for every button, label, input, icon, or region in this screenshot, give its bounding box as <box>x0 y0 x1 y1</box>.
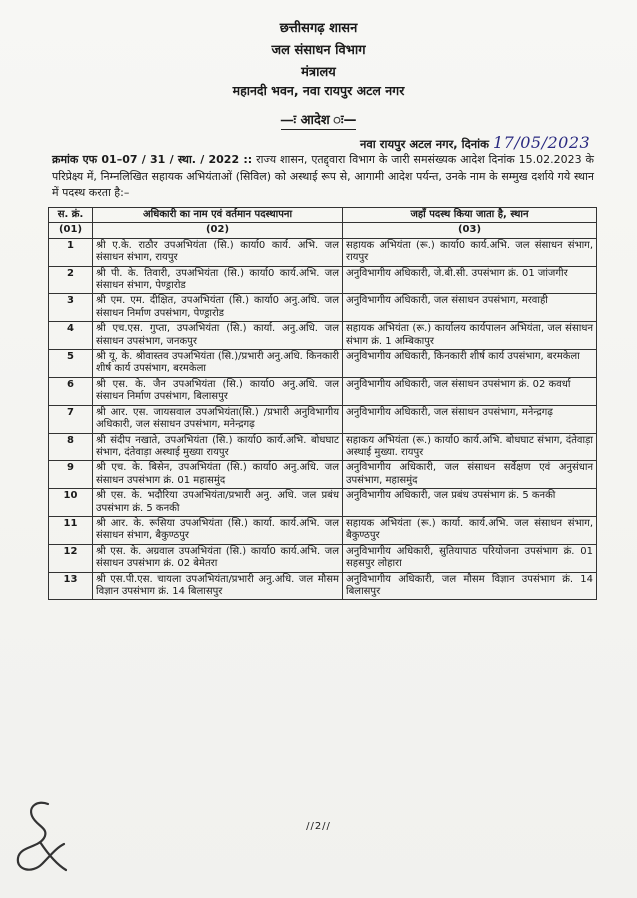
officer-cell: श्री ए.के. राठौर उपअभियंता (सि.) कार्या0 कार्य. अभि. जल संसाधन संभाग, रायपुर <box>93 238 343 266</box>
signature-mark <box>10 798 70 878</box>
page-number: //2// <box>306 821 331 832</box>
serial-cell: 11 <box>49 516 93 544</box>
posting-cell: अनुविभागीय अधिकारी, जल संसाधन उपसंभाग, मरवाही <box>343 294 597 322</box>
table-row <box>49 461 597 489</box>
table-row <box>49 266 597 294</box>
table-row <box>49 238 597 266</box>
officer-cell: श्री एच.एस. गुप्ता, उपअभियंता (सि.) कार्या. अनु.अधि. जल संसाधन उपसंभाग, जनकपुर <box>93 322 343 350</box>
posting-cell: अनुविभागीय अधिकारी, जल मौसम विज्ञान उपसंभाग क्रं. 14 बिलासपुर <box>343 572 597 600</box>
header-officer: अधिकारी का नाम एवं वर्तमान पदस्थापना <box>93 208 343 223</box>
header-government: छत्तीसगढ़ शासन <box>279 21 358 36</box>
table-row <box>49 433 597 461</box>
order-title-text: —ः आदेश ः— <box>280 113 357 128</box>
officer-cell: श्री एस. के. भदौरिया उपअभियंता/प्रभारी अनु. अधि. जल प्रबंध उपसंभाग क्रं. 5 कनकी <box>93 489 343 517</box>
officer-cell: श्री एस. के. अग्रवाल उपअभियंता (सि.) कार्या0 कार्य.अभि. जल संसाधन उपसंभाग क्रं. 02 बेमेतरा <box>93 544 343 572</box>
posting-cell: अनुविभागीय अधिकारी, जल प्रबंध उपसंभाग क्रं. 5 कनकी <box>343 489 597 517</box>
order-body: राज्य शासन, एतद्द्वारा विभाग के जारी समसंख्यक आदेश दिनांक 15.02.2023 के परिप्रेक्ष्य में, निम्नलिखित सहायक अभियंताओं (सिविल) को अस्थाई रूप से, आगामी आदेश पर्यन्त, उनके नाम के सम्मुख दर्शाये गये स्थान में पदस्थ करता है:– <box>52 153 595 199</box>
officer-cell: श्री आर. के. रूसिया उपअभियंता (सि.) कार्या. कार्य.अभि. जल संसाधन संभाग, बैकुण्ठपुर <box>93 516 343 544</box>
serial-cell: 13 <box>49 572 93 600</box>
serial-cell: 1 <box>49 238 93 266</box>
posting-cell: अनुविभागीय अधिकारी, किनकारी शीर्ष कार्य उपसंभाग, बरमकेला <box>343 350 597 378</box>
header-posting: जहाँ पदस्थ किया जाता है, स्थान <box>343 208 597 223</box>
officer-cell: श्री आर. एस. जायसवाल उपअभियंता(सि.) /प्रभारी अनुविभागीय अधिकारी, जल संसाधन उपसंभाग, मनेन्द्रगढ़ <box>93 405 343 433</box>
table-header-row <box>49 208 597 223</box>
serial-cell: 2 <box>49 266 93 294</box>
header-serial: स. क्रं. <box>49 208 93 223</box>
officer-cell: श्री पी. के. तिवारी, उपअभियंता (सि.) कार्या0 कार्य.अभि. जल संसाधन संभाग, पेण्ड्रारोड <box>93 266 343 294</box>
table-row <box>49 322 597 350</box>
posting-cell: अनुविभागीय अधिकारी, सुतियापाठ परियोजना उपसंभाग क्रं. 01 सहसपुर लोहारा <box>343 544 597 572</box>
posting-cell: सहायक अभियंता (रू.) कार्या. कार्य.अभि. जल संसाधन संभाग, बैकुण्ठपुर <box>343 516 597 544</box>
header-department: जल संसाधन विभाग <box>271 43 366 58</box>
officer-cell: श्री एस.पी.एस. चायला उपअभियंता/प्रभारी अनु.अधि. जल मौसम विज्ञान उपसंभाग क्रं. 14 बिलासपुर <box>93 572 343 600</box>
serial-cell: 10 <box>49 489 93 517</box>
table-row <box>49 572 597 600</box>
table-row <box>49 516 597 544</box>
table-row <box>49 544 597 572</box>
serial-cell: 8 <box>49 433 93 461</box>
officer-cell: श्री यू. के. श्रीवास्तव उपअभियंता (सि.)/प्रभारी अनु.अधि. किनकारी शीर्ष कार्य उपसंभाग, बरमकेला <box>93 350 343 378</box>
posting-cell: सहायक अभियंता (रू.) कार्या0 कार्य.अभि. जल संसाधन संभाग, रायपुर <box>343 238 597 266</box>
serial-cell: 3 <box>49 294 93 322</box>
place-text: नवा रायपुर अटल नगर, दिनांक <box>360 137 489 151</box>
officer-cell: श्री संदीप नखाते, उपअभियंता (सि.) कार्या0 कार्य.अभि. बोधघाट संभाग, दंतेवाड़ा अस्थाई मुख्या रायपुर <box>93 433 343 461</box>
serial-cell: 4 <box>49 322 93 350</box>
posting-cell: अनुविभागीय अधिकारी, जल संसाधन सर्वेक्षण एवं अनुसंधान उपसंभाग, महासमुंद <box>343 461 597 489</box>
officer-cell: श्री एच. के. बिसेन, उपअभियंता (सि.) कार्या0 अनु.अधि. जल संसाधन उपसंभाग क्रं. 01 महासमुंद <box>93 461 343 489</box>
colnum-3: (03) <box>343 223 597 238</box>
posting-table <box>48 207 597 600</box>
header-address: महानदी भवन, नवा रायपुर अटल नगर <box>232 83 405 98</box>
order-paragraph <box>52 152 594 202</box>
posting-cell: सहाकय अभियंता (रू.) कार्या0 कार्य.अभि. बोधघाट संभाग, दंतेवाड़ा अस्थाई मुख्या. रायपुर <box>343 433 597 461</box>
serial-cell: 9 <box>49 461 93 489</box>
table-row <box>49 294 597 322</box>
posting-cell: अनुविभागीय अधिकारी, जल संसाधन उपसंभाग, मनेन्द्रगढ़ <box>343 405 597 433</box>
colnum-1: (01) <box>49 223 93 238</box>
posting-cell: सहायक अभियंता (रू.) कार्यालय कार्यपालन अभियंता, जल संसाधन संभाग क्रं. 1 अम्बिकापुर <box>343 322 597 350</box>
place-date <box>360 133 590 152</box>
posting-cell: अनुविभागीय अधिकारी, जल संसाधन उपसंभाग क्रं. 02 कवर्धा <box>343 377 597 405</box>
serial-cell: 6 <box>49 377 93 405</box>
order-title <box>0 110 637 128</box>
order-reference: क्रमांक एफ 01–07 / 31 / स्था. / 2022 :: <box>52 153 253 166</box>
table-colnum-row <box>49 223 597 238</box>
serial-cell: 7 <box>49 405 93 433</box>
table-row <box>49 350 597 378</box>
table-row <box>49 377 597 405</box>
officer-cell: श्री एस. के. जैन उपअभियंता (सि.) कार्या0 अनु.अधि. जल संसाधन निर्माण उपसंभाग, बिलासपुर <box>93 377 343 405</box>
posting-cell: अनुविभागीय अधिकारी, जे.बी.सी. उपसंभाग क्रं. 01 जांजगीर <box>343 266 597 294</box>
table-row <box>49 405 597 433</box>
handwritten-date: 17/05/2023 <box>492 133 591 152</box>
officer-cell: श्री एम. एम. दीक्षित, उपअभियंता (सि.) कार्या0 अनु.अधि. जल संसाधन निर्माण उपसंभाग, पेण्ड्रारोड <box>93 294 343 322</box>
serial-cell: 5 <box>49 350 93 378</box>
table-row <box>49 489 597 517</box>
serial-cell: 12 <box>49 544 93 572</box>
header-secretariat: मंत्रालय <box>301 65 336 80</box>
colnum-2: (02) <box>93 223 343 238</box>
